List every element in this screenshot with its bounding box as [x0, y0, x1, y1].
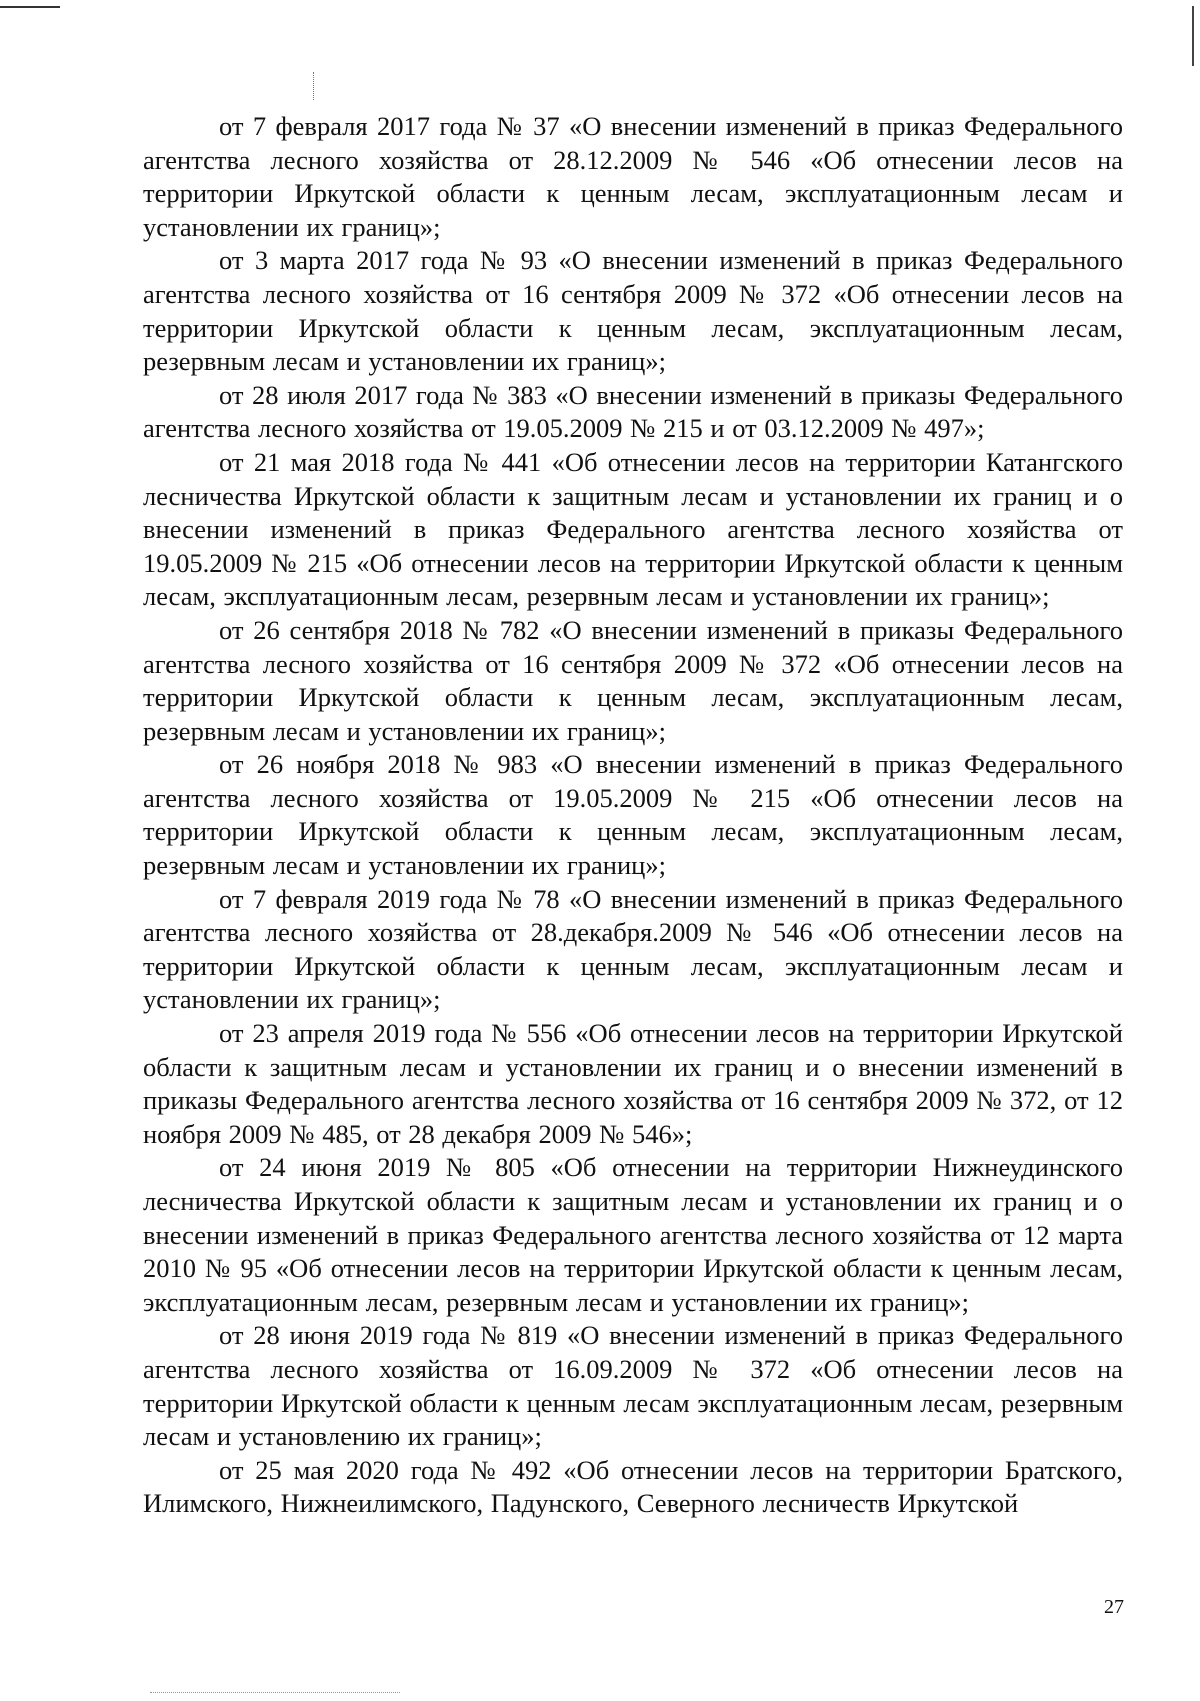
document-body — [143, 110, 1123, 1521]
scan-edge-mark-right — [1192, 6, 1194, 66]
order-paragraph: от 21 мая 2018 года № 441 «Об отнесении лесов на территории Катангского лесничества Иркутской области к защитным лесам и установлении их границ и о внесении изменений в приказ Федерального агентства лесного хозяйства от 19.05.2009 № 215 «Об отнесении лесов на территории Иркутской области к ценным лесам, эксплуатационным лесам, резервным лесам и установлении их границ»; — [143, 446, 1123, 612]
scan-artifact-dots — [313, 72, 314, 100]
order-paragraph: от 23 апреля 2019 года № 556 «Об отнесении лесов на территории Иркутской области к защитным лесам и установлении их границ и о внесении изменений в приказы Федерального агентства лесного хозяйства от 16 сентября 2009 № 372, от 12 ноября 2009 № 485, от 28 декабря 2009 № 546»; — [143, 1018, 1123, 1149]
order-paragraph: от 24 июня 2019 № 805 «Об отнесении на территории Нижнеудинского лесничества Иркутской области к защитным лесам и установлении их границ и о внесении изменений в приказ Федерального агентства лесного хозяйства от 12 марта 2010 № 95 «Об отнесении лесов на территории Иркутской области к ценным лесам, эксплуатационным лесам, резервным лесам и установлении их границ»; — [143, 1152, 1123, 1317]
order-paragraph: от 3 марта 2017 года № 93 «О внесении изменений в приказ Федерального агентства лесного хозяйства от 16 сентября 2009 № 372 «Об отнесении лесов на территории Иркутской области к ценным лесам, эксплуатационным лесам, резервным лесам и установлении их границ»; — [143, 245, 1123, 377]
order-paragraph: от 26 сентября 2018 № 782 «О внесении изменений в приказы Федерального агентства лесного хозяйства от 16 сентября 2009 № 372 «Об отнесении лесов на территории Иркутской области к ценным лесам, эксплуатационным лесам, резервным лесам и установлении их границ»; — [143, 614, 1123, 746]
order-paragraph: от 28 июля 2017 года № 383 «О внесении изменений в приказы Федерального агентства лесного хозяйства от 19.05.2009 № 215 и от 03.12.2009 № 497»; — [143, 379, 1123, 444]
scan-edge-mark-top — [0, 6, 60, 8]
scan-artifact-specks — [150, 1692, 400, 1693]
order-paragraph: от 7 февраля 2019 года № 78 «О внесении изменений в приказ Федерального агентства лесного хозяйства от 28.декабря.2009 № 546 «Об отнесении лесов на территории Иркутской области к ценным лесам, эксплуатационным лесам и установлении их границ»; — [143, 883, 1123, 1015]
order-paragraph: от 26 ноября 2018 № 983 «О внесении изменений в приказ Федерального агентства лесного хозяйства от 19.05.2009 № 215 «Об отнесении лесов на территории Иркутской области к ценным лесам, эксплуатационным лесам, резервным лесам и установлении их границ»; — [143, 749, 1123, 881]
order-paragraph: от 7 февраля 2017 года № 37 «О внесении изменений в приказ Федерального агентства лесного хозяйства от 28.12.2009 № 546 «Об отнесении лесов на территории Иркутской области к ценным лесам, эксплуатационным лесам и установлении их границ»; — [143, 111, 1123, 242]
order-paragraph: от 28 июня 2019 года № 819 «О внесении изменений в приказ Федерального агентства лесного хозяйства от 16.09.2009 № 372 «Об отнесении лесов на территории Иркутской области к ценным лесам эксплуатационным лесам, резервным лесам и установлению их границ»; — [143, 1320, 1123, 1452]
order-paragraph-continued: от 25 мая 2020 года № 492 «Об отнесении лесов на территории Братского, Илимского, Нижнеилимского, Падунского, Северного лесничеств Иркутской — [143, 1454, 1123, 1519]
page-number: 27 — [1104, 1596, 1124, 1618]
